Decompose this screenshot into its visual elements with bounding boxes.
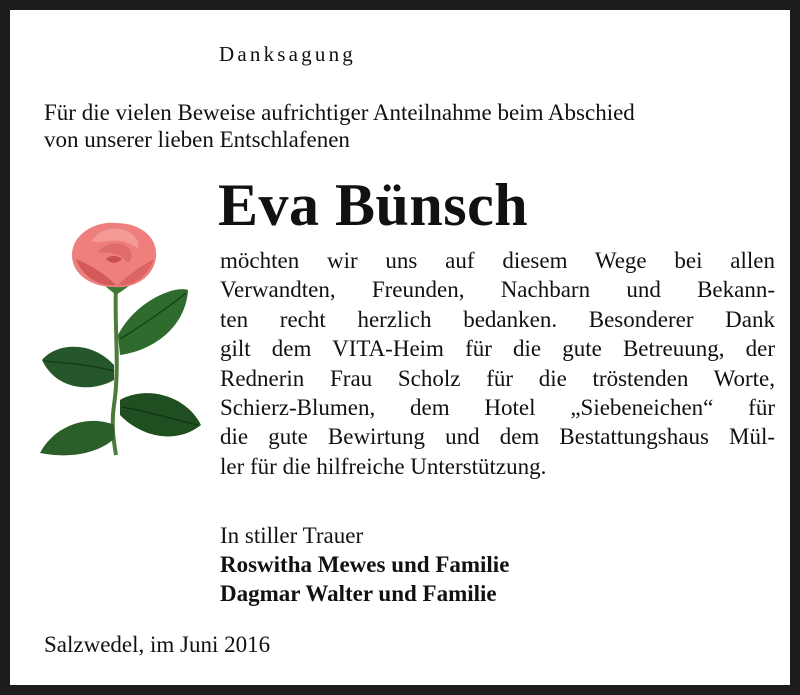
mourning-block [220,521,509,608]
deceased-name: Eva Bünsch [218,172,529,238]
intro-text [44,99,635,153]
thanks-line: Schierz-Blumen, dem Hotel „Siebeneichen“ für [220,395,775,421]
family-name: Roswitha Mewes und Familie [220,552,510,577]
thanks-line: möchten wir uns auf diesem Wege bei allen [220,248,775,273]
intro-line: von unserer lieben Entschlafenen [44,127,350,152]
notice-heading: Danksagung [219,42,356,66]
thanks-text [220,246,775,481]
place-date: Salzwedel, im Juni 2016 [44,632,271,657]
mourning-label: In stiller Trauer [220,523,364,548]
thanks-line: gilt dem VITA-Heim für die gute Betreuung, der [220,336,775,362]
rose-leaf [40,421,114,455]
family-name: Dagmar Walter und Familie [220,581,497,606]
rose-icon [36,215,206,460]
thanks-line: ten recht herzlich bedanken. Besonderer Dank [220,306,775,332]
rose-leaf [42,347,114,388]
thanks-line: ler für die hilfreiche Unterstützung. [220,453,547,479]
rose-leaf [120,393,201,436]
intro-line: Für die vielen Beweise aufrichtiger Anteilnahme beim Abschied [44,100,635,125]
thanks-line: Rednerin Frau Scholz für die tröstenden Worte, [220,365,775,391]
thanks-line: die gute Bewirtung und dem Bestattungshaus Mül- [220,424,775,450]
thanks-line: Verwandten, Freunden, Nachbarn und Bekann- [220,277,775,303]
